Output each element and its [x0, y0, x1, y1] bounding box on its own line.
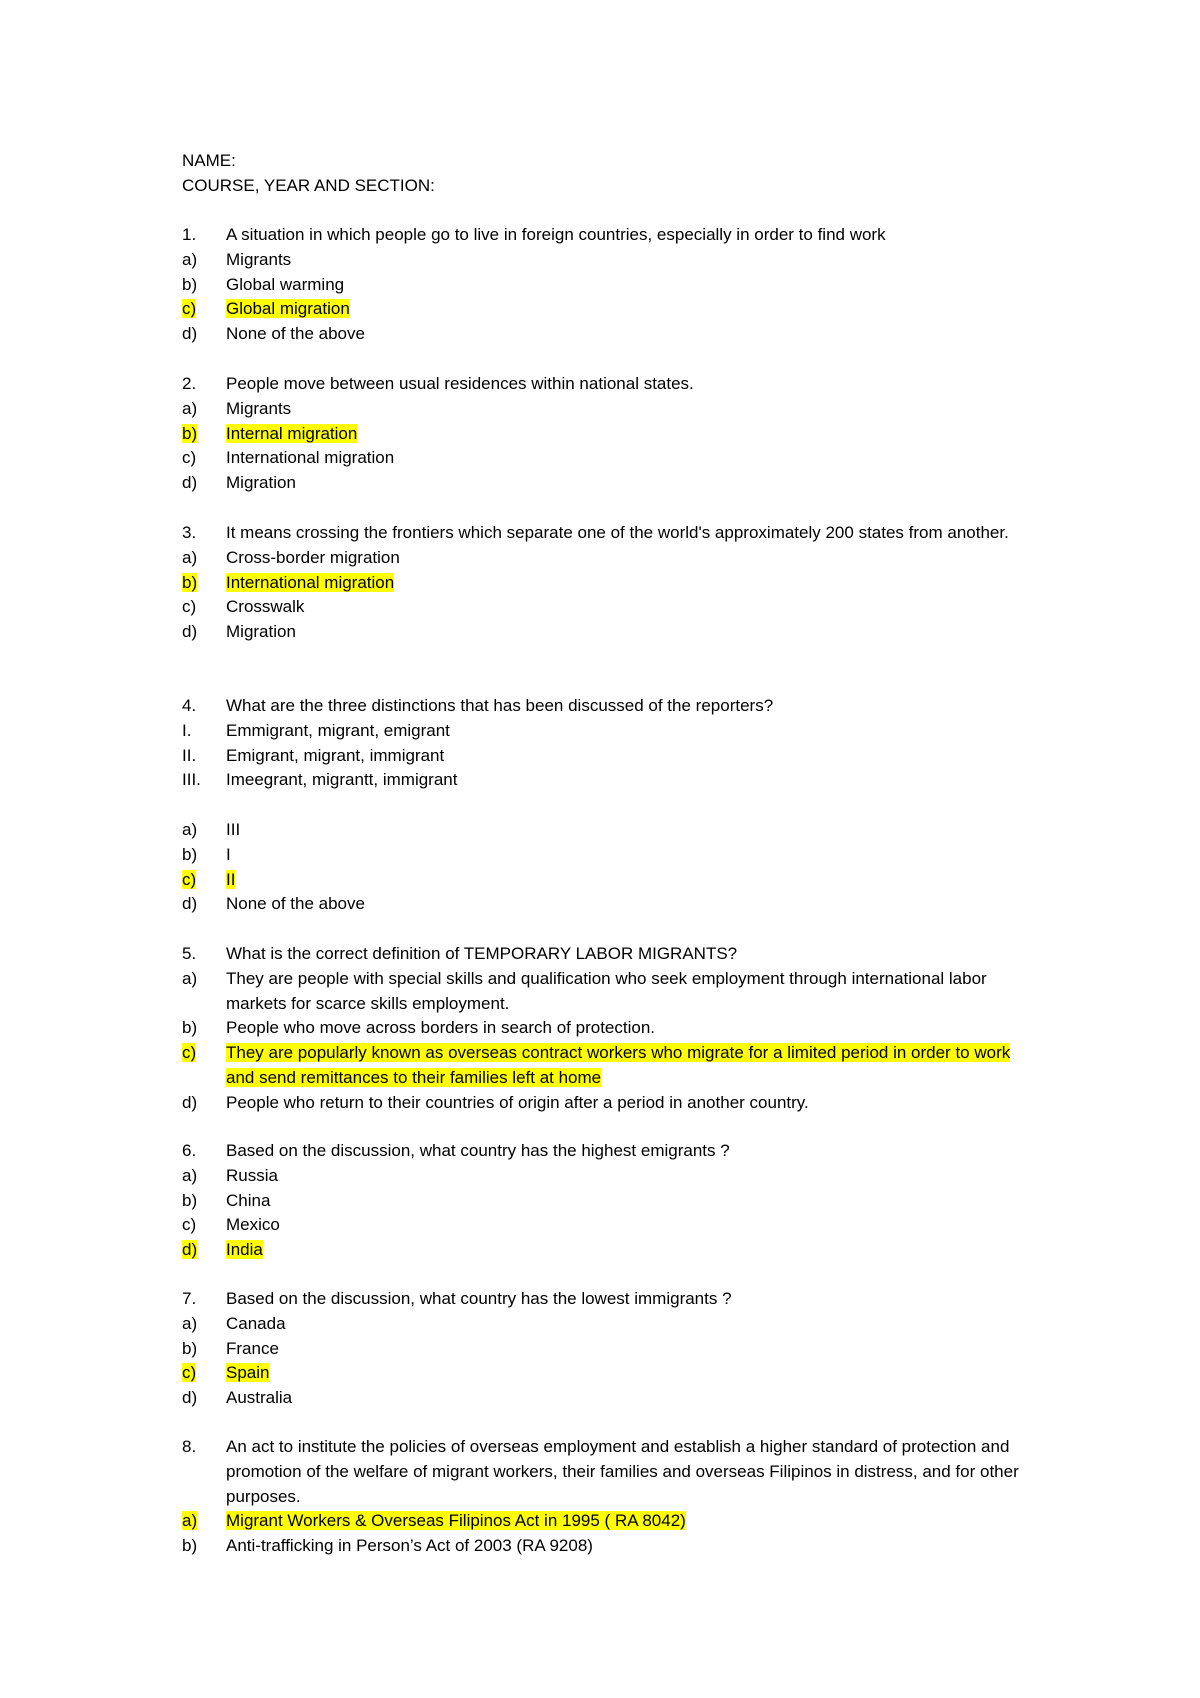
option-text: Spain: [226, 1363, 270, 1383]
option-letter: a): [182, 547, 198, 567]
choice-text: Emmigrant, migrant, emigrant: [226, 720, 450, 740]
option-letter: a): [182, 819, 198, 839]
question-number: 7.: [182, 1289, 197, 1308]
option-text: People who return to their countries of origin after a period in another country.: [226, 1092, 809, 1112]
option-text: Global warming: [226, 274, 345, 294]
option-letter: a): [182, 398, 198, 418]
option-letter: b): [182, 274, 198, 294]
question-3: [182, 521, 1042, 645]
option-letter: d): [182, 1092, 198, 1112]
question-2: [182, 372, 1042, 496]
question-text: People move between usual residences within national states.: [226, 374, 694, 393]
choice-text: Emigrant, migrant, immigrant: [226, 745, 445, 765]
question-6: [182, 1139, 1042, 1263]
option-text: Internal migration: [226, 423, 358, 443]
question-text: What are the three distinctions that has been discussed of the reporters?: [226, 696, 774, 715]
name-label: NAME:: [182, 151, 236, 170]
option-text: They are popularly known as overseas contract workers who migrate for a limited period in order to work and send remittances to their families left at home: [226, 1043, 1011, 1087]
option-letter: b): [182, 1018, 198, 1038]
option-text: Migrant Workers & Overseas Filipinos Act in 1995 ( RA 8042): [226, 1511, 686, 1531]
option-text: People who move across borders in search of protection.: [226, 1018, 656, 1038]
question-1: [182, 223, 1042, 347]
option-text: Crosswalk: [226, 597, 305, 617]
option-letter: d): [182, 894, 198, 914]
highlighted-answer: [182, 1238, 1042, 1263]
question-text: Based on the discussion, what country has the lowest immigrants ?: [226, 1289, 732, 1308]
option-letter: b): [182, 1190, 198, 1210]
option-letter: b): [182, 1338, 198, 1358]
option-letter: c): [182, 1363, 197, 1383]
roman-numeral: II.: [182, 745, 197, 765]
option-text: Global migration: [226, 299, 350, 319]
option-letter: c): [182, 597, 197, 617]
highlighted-answer: [182, 868, 1042, 893]
question-number: 6.: [182, 1141, 197, 1160]
option-text: Migration: [226, 622, 296, 642]
question-text: Based on the discussion, what country has the highest emigrants ?: [226, 1141, 730, 1160]
question-number: 8.: [182, 1437, 197, 1456]
option-letter: d): [182, 1240, 198, 1260]
option-text: France: [226, 1338, 279, 1358]
option-letter: b): [182, 572, 198, 592]
option-text: Australia: [226, 1388, 293, 1408]
question-4: [182, 694, 1042, 917]
question-number: 3.: [182, 523, 197, 542]
option-text: Russia: [226, 1165, 278, 1185]
highlighted-answer: [182, 1361, 1042, 1386]
question-text: An act to institute the policies of overseas employment and establish a higher standard of protection and promotion of the welfare of migrant workers, their families and overseas Filipinos in distress, and for other purposes.: [226, 1437, 1019, 1506]
option-letter: a): [182, 249, 198, 269]
option-letter: c): [182, 1043, 197, 1063]
student-info-header: [182, 148, 435, 198]
roman-numeral: I.: [182, 720, 192, 740]
question-number: 4.: [182, 696, 197, 715]
question-text: A situation in which people go to live in foreign countries, especially in order to find work: [226, 225, 886, 244]
option-letter: a): [182, 968, 198, 988]
option-letter: a): [182, 1165, 198, 1185]
question-number: 5.: [182, 944, 197, 963]
highlighted-answer: [182, 1041, 1042, 1091]
option-letter: c): [182, 869, 197, 889]
option-letter: c): [182, 448, 197, 468]
option-text: Migration: [226, 473, 296, 493]
option-text: India: [226, 1240, 263, 1260]
choice-text: Imeegrant, migrantt, immigrant: [226, 770, 458, 790]
highlighted-answer: [182, 422, 1042, 447]
course-year-section-label: COURSE, YEAR AND SECTION:: [182, 176, 435, 195]
option-text: None of the above: [226, 324, 365, 344]
option-text: International migration: [226, 448, 395, 468]
highlighted-answer: [182, 297, 1042, 322]
question-7: [182, 1287, 1042, 1411]
option-letter: d): [182, 622, 198, 642]
option-letter: d): [182, 1388, 198, 1408]
option-text: III: [226, 819, 241, 839]
highlighted-answer: [182, 1509, 1042, 1534]
option-text: International migration: [226, 572, 395, 592]
option-letter: b): [182, 1536, 198, 1556]
option-text: Mexico: [226, 1215, 280, 1235]
option-letter: d): [182, 473, 198, 493]
question-text: What is the correct definition of TEMPORARY LABOR MIGRANTS?: [226, 944, 738, 963]
option-text: Canada: [226, 1313, 286, 1333]
option-text: II: [226, 869, 236, 889]
option-letter: a): [182, 1313, 198, 1333]
option-text: China: [226, 1190, 271, 1210]
option-text: They are people with special skills and qualification who seek employment through international labor markets for scarce skills employment.: [226, 968, 987, 1013]
question-number: 1.: [182, 225, 197, 244]
option-letter: b): [182, 423, 198, 443]
option-text: I: [226, 844, 231, 864]
option-letter: c): [182, 299, 197, 319]
option-text: Migrants: [226, 398, 292, 418]
option-text: Anti-trafficking in Person’s Act of 2003 (RA 9208): [226, 1536, 593, 1556]
question-text: It means crossing the frontiers which separate one of the world's approximately 200 states from another.: [226, 523, 1009, 542]
question-8: [182, 1435, 1042, 1559]
question-5: [182, 942, 1042, 1116]
option-letter: c): [182, 1215, 197, 1235]
option-letter: d): [182, 324, 198, 344]
option-letter: a): [182, 1511, 198, 1531]
option-text: Cross-border migration: [226, 547, 400, 567]
roman-numeral: III.: [182, 770, 201, 790]
option-text: None of the above: [226, 894, 365, 914]
option-letter: b): [182, 844, 198, 864]
highlighted-answer: [182, 571, 1042, 596]
option-text: Migrants: [226, 249, 292, 269]
question-number: 2.: [182, 374, 197, 393]
